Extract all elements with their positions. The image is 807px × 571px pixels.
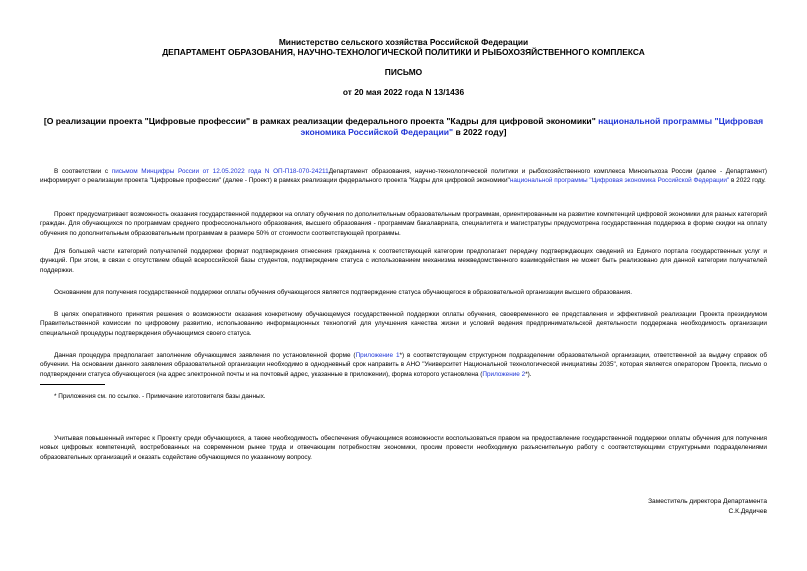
footnote-divider xyxy=(40,384,105,385)
p6-text-c: *). xyxy=(525,370,532,378)
appendix-2-link[interactable]: Приложение 2 xyxy=(482,370,526,378)
national-program-link-2[interactable]: национальной программы "Цифровая экономика Российской Федерации" xyxy=(509,177,730,185)
footnote: * Приложения см. по ссылке. - Примечание изготовителя базы данных. xyxy=(54,393,266,400)
national-program-link[interactable]: национальной программы "Цифровая экономика Российской Федерации" xyxy=(300,116,764,137)
document-date: от 20 мая 2022 года N 13/1436 xyxy=(342,87,465,97)
paragraph-2: Проект предусматривает возможность оказания государственной поддержки на оплату обучения по дополнительным образовательным программам, ориентированным на развитие компетенций цифровой экономики для разных категорий граждан. Для обучающихся по программам среднего профессионального образования, высшего образования - программам бакалавриата, специалитета и магистратуры предусмотрена государственная поддержка в форме скидки на оплату обучения по дополнительным образовательным программам в размере 50% от стоимости соответствующей программы. xyxy=(40,211,767,237)
appendix-1-link[interactable]: Приложение 1 xyxy=(355,352,400,359)
signature-name: С.К.Дядичев xyxy=(728,508,767,515)
paragraph-3: Для большей части категорий получателей поддержки формат подтверждения отнесения гражданина к соответствующей категории предполагает передачу подтверждающих сведений из Единого портала государственных услуг и функций. При этом, в связи с отсутствием общей всероссийской базы студентов, подтверждение статуса с использованием механизма межведомственного взаимодействия не может быть реализовано для данной категории получателей поддержки. xyxy=(40,248,767,274)
paragraph-5: В целях оперативного принятия решения о возможности оказания конкретному обучающемуся государственной поддержки оплаты обучения, своевременного ее представления и эффективной реализации Проекта президиумом Правительственной комиссии по цифровому развитию, использованию информационных технологий для улучшения качества жизни и условий ведения предпринимательской деятельности поддержана необходимость организации специальной процедуры подтверждения обучающимся своего статуса. xyxy=(40,311,767,337)
title-text-end: в 2022 году] xyxy=(453,127,507,137)
title-text-start: [О реализации проекта "Цифровые профессии" в рамках реализации федерального проекта "Кадры для цифровой экономики" xyxy=(43,116,599,126)
mincifry-letter-link[interactable]: письмом Минцифры России от 12.05.2022 года N ОП-П18-070-24211 xyxy=(111,168,329,175)
p1-text-b: Департамент образования, научно-технологической политики и рыбохозяйственного комплекса Минсельхоза России (далее - Департамент) информирует о реализации проекта "Цифровые профессии" (далее - Проект) в рамках реализации федерального проекта "Кадры для цифровой экономики" xyxy=(40,168,768,185)
paragraph-7: Учитывая повышенный интерес к Проекту среди обучающихся, а также необходимость обеспечения обучающимся возможности воспользоваться правом на предоставление государственной поддержки оплаты обучения для получения новых цифровых компетенций, востребованных на современном рынке труда и отвечающим потребностям экономики, просим провести необходимую разъяснительную работу с соответствующими структурными подразделениями образовательных организаций и оказать содействие обучающимся по указанному вопросу. xyxy=(40,435,767,461)
signature-position: Заместитель директора Департамента xyxy=(648,498,767,505)
paragraph-1 xyxy=(40,167,767,186)
ministry-name: Министерство сельского хозяйства Российской Федерации xyxy=(278,37,529,47)
p6-text-a: Данная процедура предполагает заполнение обучающимся заявления по установленной форме ( xyxy=(54,352,356,359)
p1-text-c: в 2022 году. xyxy=(729,177,766,185)
paragraph-6 xyxy=(40,351,767,379)
department-name: ДЕПАРТАМЕНТ ОБРАЗОВАНИЯ, НАУЧНО-ТЕХНОЛОГИЧЕСКОЙ ПОЛИТИКИ И РЫБОХОЗЯЙСТВЕННОГО КОМПЛЕКСА xyxy=(162,47,645,57)
document-type: ПИСЬМО xyxy=(384,67,423,77)
document-title xyxy=(40,116,767,138)
p1-text-a: В соответствии с xyxy=(54,168,112,175)
p6-text-b: *) в соответствующем структурном подразделении образовательной организации, ответственной за выдачу справок об обучении. На основании данного заявления образовательной организации необходимо в однодневный срок направить в АНО "Университет Национальной технологической инициативы 2035", которая является оператором Проекта, письмо о подтверждении статуса обучающегося (на адрес электронной почты и на почтовый адрес, указанные в приложении), форма которого установлена ( xyxy=(40,352,767,378)
paragraph-4: Основанием для получения государственной поддержки оплаты обучения обучающегося является подтверждение статуса обучающегося в образовательной организации высшего образования. xyxy=(54,289,633,296)
